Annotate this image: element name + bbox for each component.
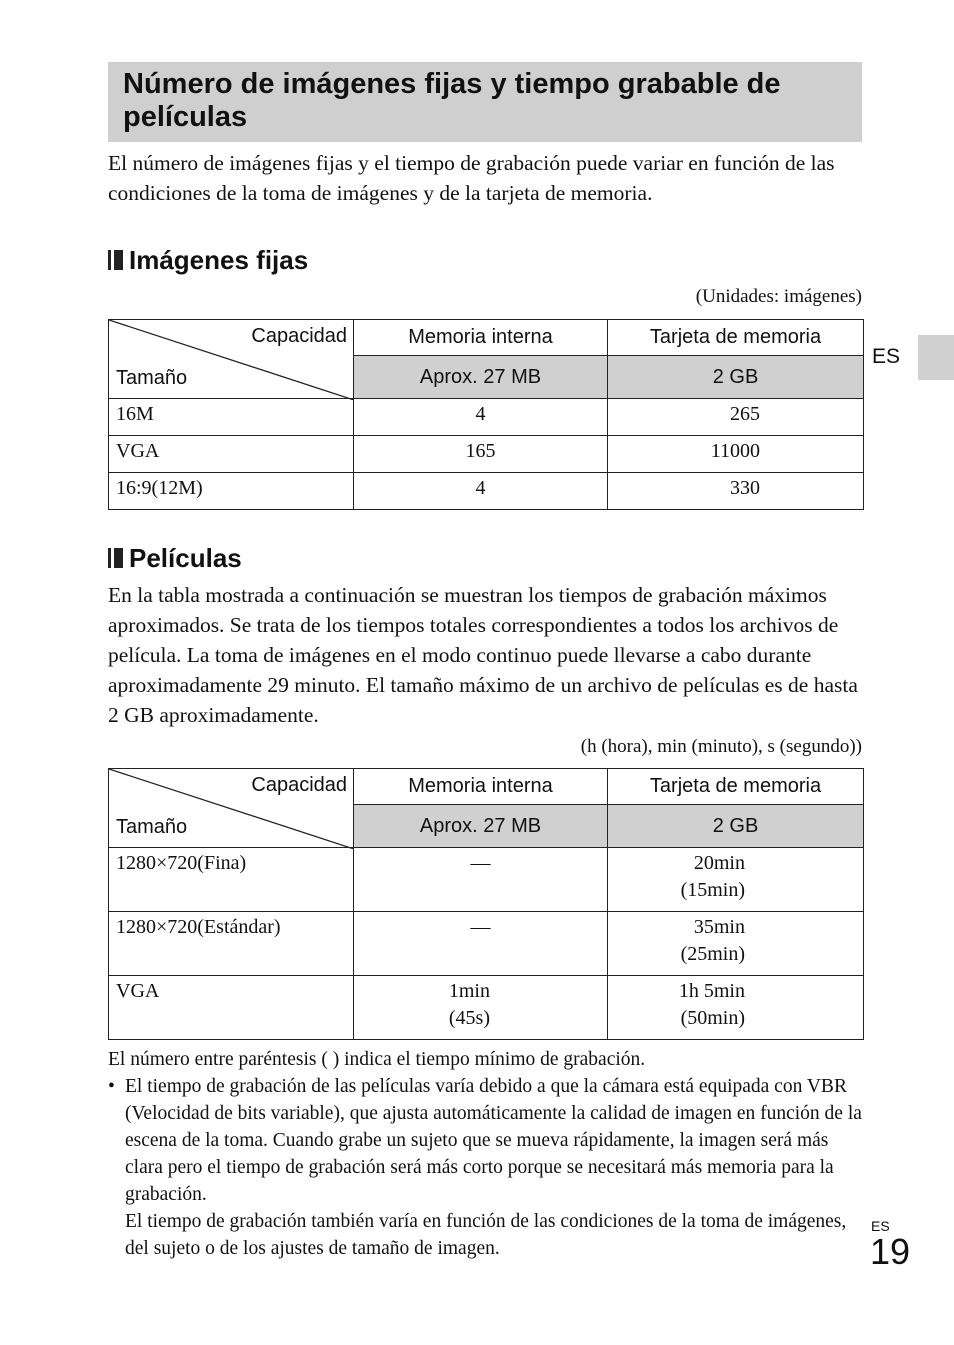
page-title: Número de imágenes fijas y tiempo grabable de películas xyxy=(108,62,862,142)
row-card-value: 265 xyxy=(608,399,864,436)
row-internal-value xyxy=(354,912,608,976)
still-images-table xyxy=(108,319,864,510)
square-bullet-icon xyxy=(108,250,123,270)
capacity-label: Capacidad xyxy=(251,774,347,796)
row-size: 16:9(12M) xyxy=(109,473,354,510)
row-internal-min-time: (45s) xyxy=(448,1007,490,1029)
bullet-note-text-2: El tiempo de grabación también varía en función de las condiciones de la toma de imágenes, del sujeto o de los ajustes de tamaño de imagen. xyxy=(125,1211,847,1259)
row-internal-value xyxy=(354,436,608,473)
table-row xyxy=(109,399,864,436)
row-size: VGA xyxy=(109,976,354,1040)
row-card-min-time: (25min) xyxy=(680,943,745,965)
table-corner-cell xyxy=(109,769,354,848)
movies-heading-label: Películas xyxy=(129,543,242,573)
still-images-heading-label: Imágenes fijas xyxy=(129,245,309,275)
row-internal-time: — xyxy=(470,852,491,874)
still-images-heading xyxy=(108,245,308,275)
row-card-time: 35min xyxy=(693,916,745,938)
row-card-min-time: (50min) xyxy=(680,1007,745,1029)
bullet-note xyxy=(108,1073,868,1262)
movies-heading xyxy=(108,543,242,573)
row-card-value: 330 xyxy=(608,473,864,510)
row-internal-text: 165 xyxy=(465,440,496,462)
row-size: 1280×720(Fina) xyxy=(109,848,354,912)
memory-card-size: 2 GB xyxy=(608,805,864,848)
bullet-note-text: El tiempo de grabación de las películas varía debido a que la cámara está equipada con VBR (Velocidad de bits variable), que ajusta automáticamente la calidad de imagen en función de la escena de la toma. Cuando grabe un sujeto que se mueva rápidamente, la imagen será más clara pero el tiempo de grabación será más corto porque se necesitará más memoria para la grabación. xyxy=(125,1076,862,1205)
memory-card-size: 2 GB xyxy=(608,356,864,399)
table-row xyxy=(109,436,864,473)
row-internal-time: — xyxy=(470,916,491,938)
paren-note: El número entre paréntesis ( ) indica el tiempo mínimo de grabación. xyxy=(108,1049,646,1070)
row-internal-value xyxy=(354,976,608,1040)
table-row xyxy=(109,912,864,976)
square-bullet-icon xyxy=(108,548,123,568)
row-internal-value: 4 xyxy=(354,473,608,510)
row-size: 1280×720(Estándar) xyxy=(109,912,354,976)
row-card-time: 1h 5min xyxy=(678,980,745,1002)
row-card-time: 20min xyxy=(693,852,745,874)
page-number: 19 xyxy=(870,1231,911,1272)
row-internal-time: 1min xyxy=(448,980,490,1002)
movies-units-note: (h (hora), min (minuto), s (segundo)) xyxy=(580,736,862,757)
internal-memory-header: Memoria interna xyxy=(354,769,608,805)
row-size: VGA xyxy=(109,436,354,473)
row-card-min-time: (15min) xyxy=(680,879,745,901)
table-row xyxy=(109,976,864,1040)
size-label: Tamaño xyxy=(116,367,188,389)
internal-memory-size: Aprox. 27 MB xyxy=(354,805,608,848)
table-row xyxy=(109,848,864,912)
row-internal-value: 4 xyxy=(354,399,608,436)
size-label: Tamaño xyxy=(116,816,188,838)
row-card-value xyxy=(608,912,864,976)
footer-language: ES xyxy=(871,1218,890,1234)
memory-card-header: Tarjeta de memoria xyxy=(608,320,864,356)
row-card-value xyxy=(608,848,864,912)
language-side-tab xyxy=(918,335,954,380)
movies-table xyxy=(108,768,864,1040)
notes-section xyxy=(108,1046,868,1262)
capacity-label: Capacidad xyxy=(251,325,347,347)
table-corner-cell xyxy=(109,320,354,399)
intro-text: El número de imágenes fijas y el tiempo de grabación puede variar en función de las condiciones de la toma de imágenes y de la tarjeta de memoria. xyxy=(108,151,835,205)
movies-body-text: En la tabla mostrada a continuación se muestran los tiempos de grabación máximos aproximados. Se trata de los tiempos totales correspondientes a todos los archivos de película. La toma de imágenes en el modo continuo puede llevarse a cabo durante aproximadamente 29 minuto. El tamaño máximo de un archivo de películas es de hasta 2 GB aproximadamente. xyxy=(108,583,858,727)
internal-memory-header: Memoria interna xyxy=(354,320,608,356)
bullet-dot: • xyxy=(108,1076,115,1097)
row-size: 16M xyxy=(109,399,354,436)
row-card-value: 11000 xyxy=(608,436,864,473)
memory-card-header: Tarjeta de memoria xyxy=(608,769,864,805)
still-units-note: (Unidades: imágenes) xyxy=(695,286,862,307)
language-side-label: ES xyxy=(872,345,901,368)
row-card-value xyxy=(608,976,864,1040)
table-row xyxy=(109,473,864,510)
row-internal-value xyxy=(354,848,608,912)
internal-memory-size: Aprox. 27 MB xyxy=(354,356,608,399)
